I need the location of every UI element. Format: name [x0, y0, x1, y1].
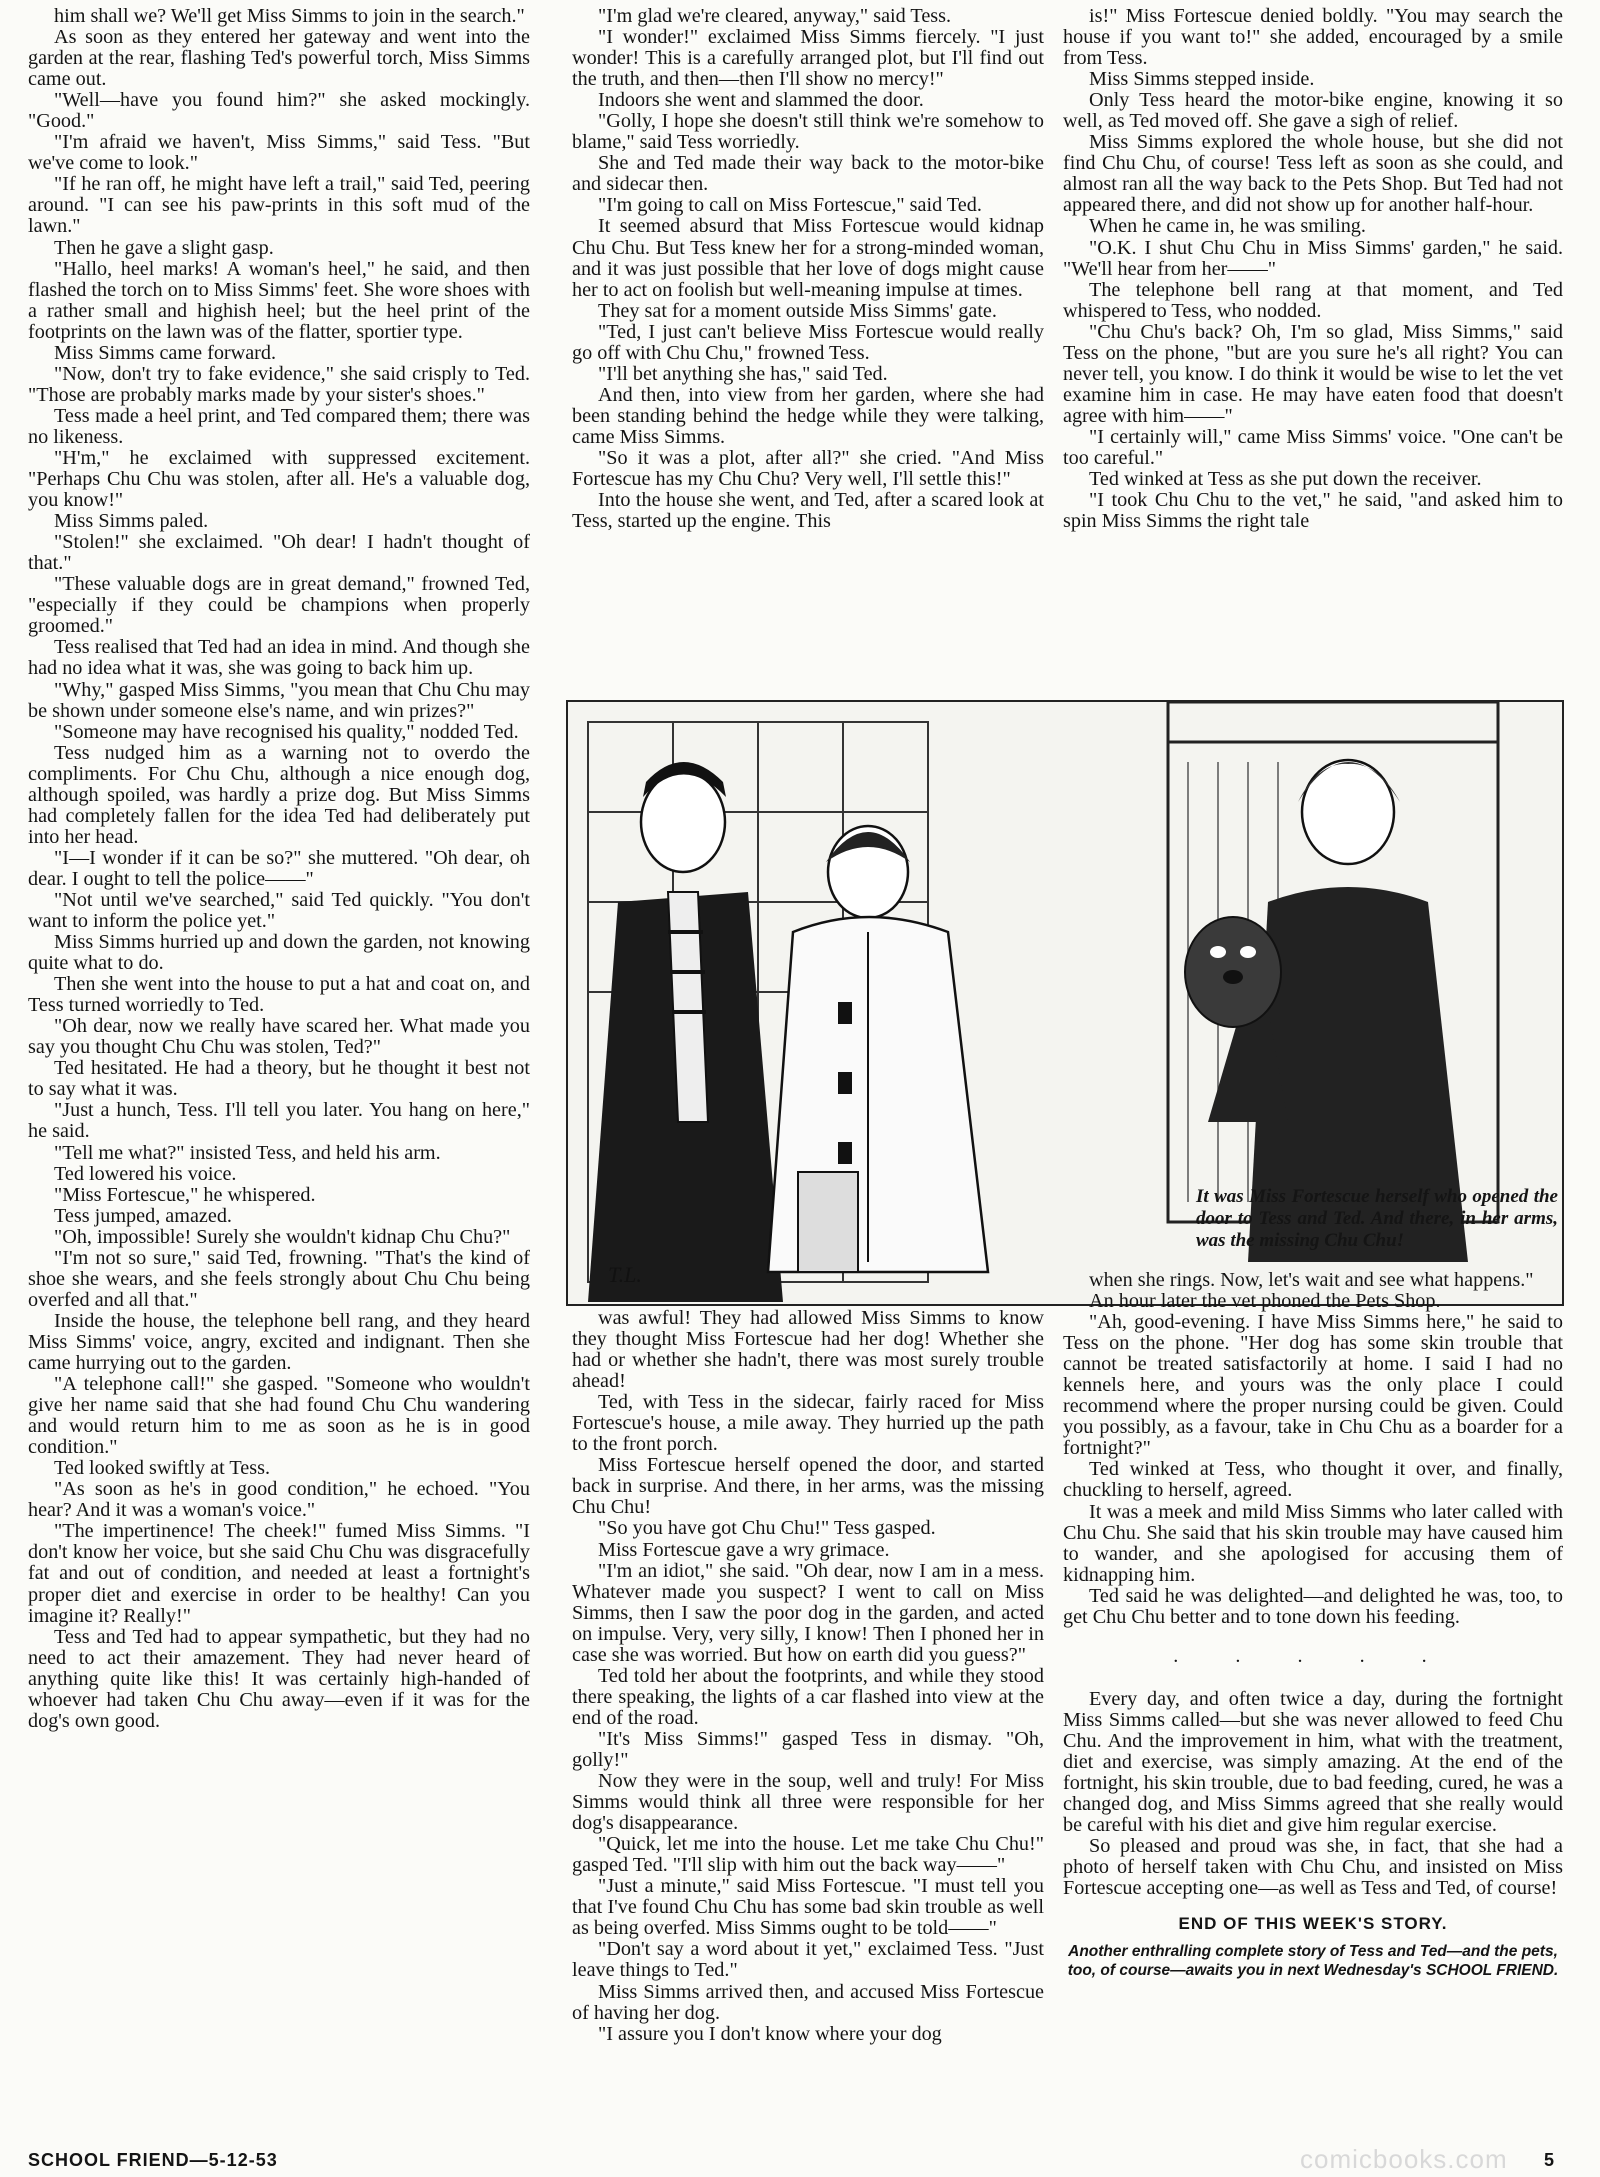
paragraph: "I'm afraid we haven't, Miss Simms," said Tess. "But we've come to look." [28, 131, 530, 175]
paragraph: "I'm an idiot," she said. "Oh dear, now I am in a mess. Whatever made you suspect? I went to call on Miss Simms, then I saw the poor dog in the garden, and acted on impulse. Very, very silly, I know! Then I phoned her in case she was worried. But how on earth did you guess?" [572, 1559, 1044, 1666]
end-of-story: END OF THIS WEEK'S STORY. [1178, 1914, 1448, 1934]
paragraph: "Quick, let me into the house. Let me take Chu Chu!" gasped Ted. "I'll slip with him out the back way——" [572, 1833, 1044, 1877]
footer-issue: SCHOOL FRIEND—5-12-53 [28, 2150, 278, 2170]
paragraph: "I'm glad we're cleared, anyway," said Tess. [598, 5, 952, 27]
paragraph: Miss Simms paled. [54, 510, 209, 533]
paragraph: "I'll bet anything she has," said Ted. [598, 362, 888, 385]
paragraph: Ted looked swiftly at Tess. [54, 1457, 271, 1480]
story-column-3-middle [1063, 1270, 1563, 1628]
paragraph: "So it was a plot, after all?" she cried. "And Miss Fortescue has my Chu Chu? Very well, I'll settle this!" [572, 446, 1044, 491]
paragraph: Ted told her about the footprints, and while they stood there speaking, the lights of a car flashed into view at the end of the road. [572, 1664, 1044, 1729]
paragraph: Only Tess heard the motor-bike engine, knowing it so well, as Ted moved off. She gave a sigh of relief. [1063, 89, 1563, 133]
paragraph: Tess and Ted had to appear sympathetic, but they had no need to act their amazement. They had never heard of anything quite like this! It was certainly high-handed of whoever had taken Chu Chu away—even if it was for the dog's own good. [28, 1625, 530, 1732]
paragraph: Miss Simms hurried up and down the garden, not knowing quite what to do. [28, 931, 530, 975]
paragraph: Tess realised that Ted had an idea in mind. And though she had no idea what it was, she was going to back him up. [28, 636, 530, 680]
footer-page-number: 5 [1544, 2150, 1555, 2170]
paragraph: Ted lowered his voice. [54, 1162, 237, 1185]
artist-signature: T.L. [608, 1262, 642, 1287]
paragraph: "Chu Chu's back? Oh, I'm so glad, Miss Simms," said Tess on the phone, "but are you sure he's all right? You can never tell, you know. I do think it would be wise to let the vet examine him in case. He may have eaten food that doesn't agree with him——" [1063, 320, 1563, 427]
paragraph: She and Ted made their way back to the motor-bike and sidecar then. [572, 152, 1044, 196]
paragraph: "Someone may have recognised his quality," nodded Ted. [54, 720, 519, 743]
paragraph: "Well—have you found him?" she asked mockingly. "Good." [28, 89, 530, 133]
paragraph: Miss Fortescue gave a wry grimace. [598, 1538, 890, 1561]
paragraph: An hour later the vet phoned the Pets Shop. [1089, 1290, 1441, 1313]
paragraph: They sat for a moment outside Miss Simms' gate. [598, 299, 997, 322]
paragraph: When he came in, he was smiling. [1089, 215, 1366, 238]
watermark: comicbooks.com [1300, 2144, 1508, 2174]
paragraph: Ted, with Tess in the sidecar, fairly raced for Miss Fortescue's house, a mile away. They hurried up the path to the front porch. [572, 1391, 1044, 1456]
paragraph: As soon as they entered her gateway and went into the garden at the rear, flashing Ted's powerful torch, Miss Simms came out. [28, 26, 530, 91]
story-column-3-end [1063, 1689, 1563, 1899]
paragraph: Ted hesitated. He had a theory, but he thought it best not to say what it was. [28, 1057, 530, 1101]
paragraph: It was a meek and mild Miss Simms who later called with Chu Chu. She said that his skin trouble may have caused him to wander, and she apologised for accusing them of kidnapping him. [1063, 1500, 1563, 1586]
paragraph: Miss Fortescue herself opened the door, and started back in surprise. And there, in her arms, was the missing Chu Chu! [572, 1454, 1044, 1519]
paragraph: "So you have got Chu Chu!" Tess gasped. [598, 1517, 936, 1540]
paragraph: The telephone bell rang at that moment, and Ted whispered to Tess, who nodded. [1063, 278, 1563, 322]
paragraph: "Not until we've searched," said Ted quickly. "You don't want to inform the police yet." [28, 888, 530, 933]
paragraph: Then he gave a slight gasp. [54, 236, 274, 259]
next-week-teaser: Another enthralling complete story of Tess and Ted—and the pets, too, of course—awaits you in next Wednesday's SCHOOL FRIEND. [1067, 1943, 1559, 1980]
paragraph: Miss Simms came forward. [54, 341, 277, 364]
paragraph: "Don't say a word about it yet," exclaimed Tess. "Just leave things to Ted." [572, 1938, 1044, 1982]
paragraph: "Oh, impossible! Surely she wouldn't kidnap Chu Chu?" [54, 1225, 511, 1248]
paragraph: Inside the house, the telephone bell rang, and they heard Miss Simms' voice, angry, excited and indignant. Then she came hurrying out to the garden. [28, 1309, 530, 1374]
paragraph: Into the house she went, and Ted, after a scared look at Tess, started up the engine. This [572, 489, 1044, 533]
paragraph: when she rings. Now, let's wait and see what happens." [1089, 1269, 1534, 1291]
paragraph: "Tell me what?" insisted Tess, and held his arm. [54, 1141, 441, 1164]
section-break-dots: . . . . . [1173, 1644, 1453, 1667]
paragraph: "These valuable dogs are in great demand," frowned Ted, "especially if they could be champions when properly groomed." [28, 573, 530, 638]
paragraph: Then she went into the house to put a hat and coat on, and Tess turned worriedly to Ted. [28, 973, 530, 1017]
paragraph: "It's Miss Simms!" gasped Tess in dismay. "Oh, golly!" [572, 1727, 1044, 1771]
paragraph: "I assure you I don't know where your dog [598, 2022, 942, 2045]
paragraph: "Now, don't try to fake evidence," she said crisply to Ted. "Those are probably marks made by your sister's shoes." [28, 362, 530, 406]
paragraph: Tess made a heel print, and Ted compared them; there was no likeness. [28, 404, 530, 448]
story-column-1 [28, 6, 530, 1732]
paragraph: "Just a minute," said Miss Fortescue. "I must tell you that I've found Chu Chu has some bad skin trouble as well as being overfed. Miss Simms ought to be told——" [572, 1875, 1044, 1940]
story-column-2-lower [572, 1308, 1044, 2045]
paragraph: "Ah, good-evening. I have Miss Simms here," he said to Tess on the phone. "Her dog has some skin trouble that cannot be treated satisfactorily at home. I said I had no kennels here, and yours was the only place I could recommend where the proper nursing could be given. Could you possibly, as a favour, take in Chu Chu as a boarder for a fortnight?" [1063, 1311, 1563, 1460]
paragraph: "Hallo, heel marks! A woman's heel," he said, and then flashed the torch on to Miss Simms' feet. She wore shoes with a rather small and highish heel; but the heel print of the footprints on the lawn was of the flatter, sportier type. [28, 257, 530, 343]
paragraph: "As soon as he's in good condition," he echoed. "You hear? And it was a woman's voice." [28, 1478, 530, 1522]
paragraph: Ted said he was delighted—and delighted he was, too, to get Chu Chu better and to tone down his feeding. [1063, 1584, 1563, 1628]
paragraph: "A telephone call!" she gasped. "Someone who wouldn't give her name said that she had found Chu Chu wandering and would return him to me as soon as he is in good condition." [28, 1373, 530, 1459]
paragraph: "I took Chu Chu to the vet," he said, "and asked him to spin Miss Simms the right tale [1063, 489, 1563, 533]
paragraph: "I—I wonder if it can be so?" she muttered. "Oh dear, oh dear. I ought to tell the police——" [28, 846, 530, 890]
illustration-caption: It was Miss Fortescue herself who opened the door to Tess and Ted. And there, in her arms, was the missing Chu Chu! [1196, 1186, 1558, 1251]
paragraph: Indoors she went and slammed the door. [598, 89, 924, 112]
paragraph: "I'm going to call on Miss Fortescue," said Ted. [598, 194, 982, 217]
paragraph: was awful! They had allowed Miss Simms to know they thought Miss Fortescue had her dog! Whether she had or whether she hadn't, there was most surely trouble ahead! [572, 1307, 1044, 1393]
paragraph: Miss Simms stepped inside. [1089, 68, 1315, 91]
paragraph: "O.K. I shut Chu Chu in Miss Simms' garden," he said. "We'll hear from her——" [1063, 236, 1563, 280]
paragraph: Tess nudged him as a warning not to overdo the compliments. For Chu Chu, although a nice enough dog, although spoiled, was hardly a prize dog. But Miss Simms had completely fallen for the idea Ted had deliberately put into her head. [28, 741, 530, 848]
paragraph: So pleased and proud was she, in fact, that she had a photo of herself taken with Chu Chu, and insisted on Miss Fortescue accepting one—as well as Tess and Ted, of course! [1063, 1835, 1563, 1900]
paragraph: "Oh dear, now we really have scared her. What made you say you thought Chu Chu was stolen, Ted?" [28, 1015, 530, 1059]
paragraph: Miss Simms arrived then, and accused Miss Fortescue of having her dog. [572, 1980, 1044, 2024]
paragraph: Every day, and often twice a day, during the fortnight Miss Simms called—but she was never allowed to feed Chu Chu. And the improvement in him, what with the treatment, diet and exercise, was simply amazing. At the end of the fortnight, his skin trouble, due to bad feeding, cured, he was a changed dog, and Miss Simms agreed that she really would be careful with his diet and give him regular exercise. [1063, 1687, 1563, 1837]
paragraph: "H'm," he exclaimed with suppressed excitement. "Perhaps Chu Chu was stolen, after all. He's a valuable dog, you know!" [28, 446, 530, 512]
paragraph: Miss Simms explored the whole house, but she did not find Chu Chu, of course! Tess left as soon as she could, and almost ran all the way back to the Pets Shop. But Ted had not appeared there, and did not show up for another half-hour. [1063, 131, 1563, 217]
story-column-3 [1063, 6, 1563, 532]
paragraph: "Why," gasped Miss Simms, "you mean that Chu Chu may be shown under someone else's name, and win prizes?" [28, 678, 530, 722]
paragraph: "Stolen!" she exclaimed. "Oh dear! I hadn't thought of that." [28, 531, 530, 575]
paragraph: "Golly, I hope she doesn't still think we're somehow to blame," said Tess worriedly. [572, 110, 1044, 154]
paragraph: "If he ran off, he might have left a trail," said Ted, peering around. "I can see his paw-prints in this soft mud of the lawn." [28, 173, 530, 238]
paragraph: "I certainly will," came Miss Simms' voice. "One can't be too careful." [1063, 425, 1563, 469]
paragraph: is!" Miss Fortescue denied boldly. "You may search the house if you want to!" she added, encouraged by a smile from Tess. [1063, 5, 1563, 70]
paragraph: Ted winked at Tess, who thought it over, and finally, chuckling to herself, agreed. [1063, 1458, 1563, 1502]
paragraph: Ted winked at Tess as she put down the receiver. [1089, 468, 1482, 491]
paragraph: "Ted, I just can't believe Miss Fortescue would really go off with Chu Chu," frowned Tess. [572, 320, 1044, 364]
story-column-3-lower [1063, 1270, 1563, 1980]
paragraph: "Just a hunch, Tess. I'll tell you later. You hang on here," he said. [28, 1099, 530, 1143]
paragraph: "I'm not so sure," said Ted, frowning. "That's the kind of shoe she wears, and she feels strongly about Chu Chu being overfed and all that." [28, 1246, 530, 1311]
paragraph: "Miss Fortescue," he whispered. [54, 1183, 316, 1206]
paragraph: him shall we? We'll get Miss Simms to join in the search." [54, 5, 525, 27]
paragraph: "I wonder!" exclaimed Miss Simms fiercely. "I just wonder! This is a carefully arranged plot, but I'll find out the truth, and then—then I'll show no mercy!" [572, 26, 1044, 91]
paragraph: And then, into view from her garden, where she had been standing behind the hedge while they were talking, came Miss Simms. [572, 383, 1044, 448]
paragraph: Now they were in the soup, well and truly! For Miss Simms would think all three were responsible for her dog's disappearance. [572, 1770, 1044, 1835]
paragraph: Tess jumped, amazed. [54, 1204, 232, 1227]
paragraph: "The impertinence! The cheek!" fumed Miss Simms. "I don't know her voice, but she said Chu Chu was disgracefully fat and out of condition, and needed at least a fortnight's proper diet and exercise in order to be healthy! Can you imagine it? Really!" [28, 1520, 530, 1627]
story-column-2 [572, 6, 1044, 532]
paragraph: It seemed absurd that Miss Fortescue would kidnap Chu Chu. But Tess knew her for a strong-minded woman, and it was just possible that her love of dogs might cause her to act on foolish but well-meaning impulse at times. [572, 215, 1044, 301]
